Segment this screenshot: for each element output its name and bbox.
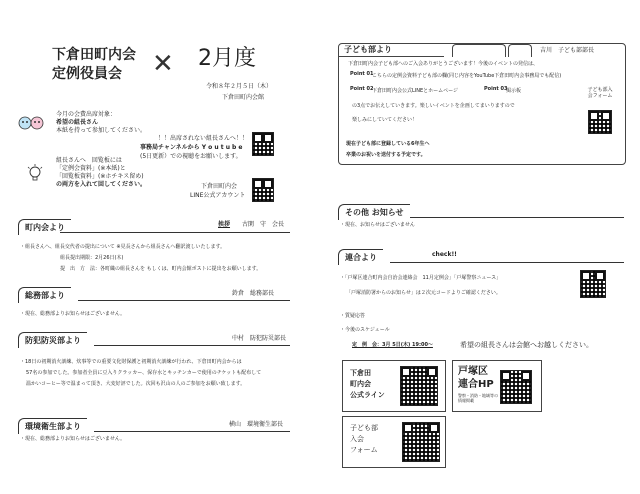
title-line2: 定例役員会 <box>52 66 122 82</box>
meeting-place: 下倉田町内会館 <box>222 94 265 101</box>
rengo-hp-qr-code[interactable] <box>500 370 532 404</box>
bohan-line2: 57名の参加でした。参加者全員に豆入りクラッカー、保存水とキッチンカーで使用のチケットも配布して <box>26 370 262 376</box>
youtube-line1: ！！出席されない組長さんへ！！ <box>158 135 248 142</box>
section-title-kankyo: 環境衛生部より <box>18 418 87 434</box>
divider <box>60 232 290 233</box>
youtube-qr-code[interactable] <box>252 132 274 156</box>
kodomo-tab <box>508 44 532 57</box>
meeting-date: 令和８年２月５日（木） <box>206 83 273 90</box>
point-02-label: Point 02 <box>350 86 374 92</box>
section-title-chokai: 町内会より <box>18 219 71 235</box>
chokai-line1: ・組長さんへ、組長交代者の提出について ※見長さんから組長さんへ翻訳渡しいたします。 <box>20 244 226 250</box>
kodomo-qr-label: 子ども部入会フォーム <box>587 87 613 99</box>
divider <box>78 300 290 301</box>
point-03-text: 掲示板 <box>506 88 522 94</box>
point-01-text: こちらの定例会資料子ども部の欄(同じ内容をYouTube下倉田町内会事務局でも配信) <box>372 73 562 79</box>
rengo-line1: ・「戸塚区連合町内会自治会連絡会 11月定例会」「戸塚警察ニュース」 <box>340 275 502 281</box>
chokai-badge: 挨拶 <box>218 221 231 228</box>
kumi-line1: 組長さんへ 回覧板には <box>56 157 122 164</box>
kumi-line4: の両方を入れて回してください。 <box>56 181 147 188</box>
line-box-label3: 公式ライン <box>350 391 385 399</box>
title-line1: 下倉田町内会 <box>52 47 136 63</box>
rengo-qa: ・質疑応答 <box>340 313 366 319</box>
chokai-line2: 組長提出期限：2月26日(木) <box>60 255 124 261</box>
divider <box>94 345 290 346</box>
intro-line2: 希望の組長さん <box>56 119 99 126</box>
rengo-schedule-label: ・今後のスケジュール <box>340 327 390 333</box>
chokai-line3: 提 出 方 法：各町織の組長さんを もしくは、町内会館ポストに提出をお願いします。 <box>60 266 262 272</box>
kodomo-intro: 下倉田町内会子ども部へのご入会ありがとうございます！今後のイベントの発信は、 <box>348 61 539 67</box>
divider <box>390 262 624 263</box>
kumi-line3: 「回覧板資料」(※ホチキス留め) <box>56 173 144 180</box>
divider <box>410 217 624 218</box>
line-box-label1: 下倉田 <box>350 369 371 377</box>
kodomo-form-label1: 子ども部 <box>350 424 378 432</box>
times-symbol: ✕ <box>152 49 174 79</box>
intro-line1: 今月の会費出席対象： <box>56 111 117 118</box>
kodomo-mid: の3点でお伝えしていきます。楽しいイベントを企画してまいりますので <box>352 103 515 109</box>
mascot-icon <box>18 112 44 134</box>
rengo-badge: check!! <box>432 251 457 258</box>
next-meeting-note: 希望の組長さんは会館へお越しください。 <box>460 341 593 349</box>
somu-line1: ・現在、総務部よりお知らせはございません。 <box>20 311 126 317</box>
rengo-line2: 「戸塚消防署からのお知らせ」は２次元コードよりご確認ください。 <box>346 290 501 296</box>
kankyo-line1: ・現在、総務部よりお知らせはございません。 <box>20 436 126 442</box>
somu-person: 鈴倉 総務部長 <box>232 290 275 297</box>
divider <box>94 431 290 432</box>
month-title: 2月度 <box>198 46 256 71</box>
line-box-label2: 町内会 <box>350 380 371 388</box>
kodomo-tab <box>452 44 506 57</box>
point-01-label: Point 01 <box>350 71 374 77</box>
kodomo-mid2: 楽しみにしていてください！ <box>352 117 418 123</box>
point-03-label: Point 03 <box>484 86 508 92</box>
bohan-person: 中村 防犯防災部長 <box>232 335 287 342</box>
kumi-line2: 「定例会資料」(※本紙)と <box>56 165 126 172</box>
bohan-line1: ・18日の初期消火訓練、炊事等での重要文化財保護と初期消火訓練が行われ、下倉田町内会からは <box>20 359 242 365</box>
bulb-icon <box>26 164 44 184</box>
line-box-qr-code[interactable] <box>400 366 438 406</box>
kodomo-qr-code[interactable] <box>588 110 612 134</box>
bohan-line3: 温かいコーヒー等で温まって頂き、大変好評でした。次回も沢山の人のご参加をお願い致します。 <box>26 381 246 387</box>
rengo-hp-label2: 連合HP <box>458 379 494 390</box>
youtube-line3: (5日更新）での視聴をお願いします。 <box>140 153 242 160</box>
kodomo-note2: 卒業のお祝いを送付する予定です。 <box>346 152 426 158</box>
kodomo-note1: 現在子ども部に登録している6年生へ <box>346 141 430 147</box>
kodomo-form-label3: フォーム <box>350 446 378 454</box>
sonota-line1: ・現在、お知らせはございません <box>340 222 415 228</box>
rengo-hp-label3: 警察・消防・地域等の情報掲載 <box>458 393 498 403</box>
section-title-bohan: 防犯防災部より <box>18 332 87 348</box>
kodomo-form-qr-code[interactable] <box>402 422 440 462</box>
section-title-kodomo: 子ども部より <box>344 45 392 54</box>
section-title-rengo: 連合より <box>338 249 383 265</box>
line-account-line1: 下倉田町内会 <box>201 183 238 190</box>
kankyo-person: 横山 環境衛生部長 <box>229 421 284 428</box>
youtube-line2: 事務局チャンネルから Y o u t u b e <box>140 144 243 151</box>
chokai-person: 古閑 守 会長 <box>242 221 285 228</box>
point-02-text: 下倉田町内会公式LINEとホームページ <box>372 88 459 94</box>
next-meeting: 定 例 会：3月 5日(木) 19:00～ <box>352 342 433 348</box>
kodomo-form-label2: 入会 <box>350 435 364 443</box>
section-title-sonota: その他 お知らせ <box>338 204 410 220</box>
rengo-qr-code[interactable] <box>580 270 606 298</box>
intro-line3: 本紙を持って参加してください。 <box>56 127 147 134</box>
line-account-line2: LINE公式アカウント <box>190 192 246 199</box>
rengo-hp-label1: 戸塚区 <box>458 366 488 377</box>
section-title-somu: 総務部より <box>18 287 71 303</box>
kodomo-person: 吉川 子ども部部長 <box>540 47 595 54</box>
line-qr-code[interactable] <box>252 178 274 202</box>
